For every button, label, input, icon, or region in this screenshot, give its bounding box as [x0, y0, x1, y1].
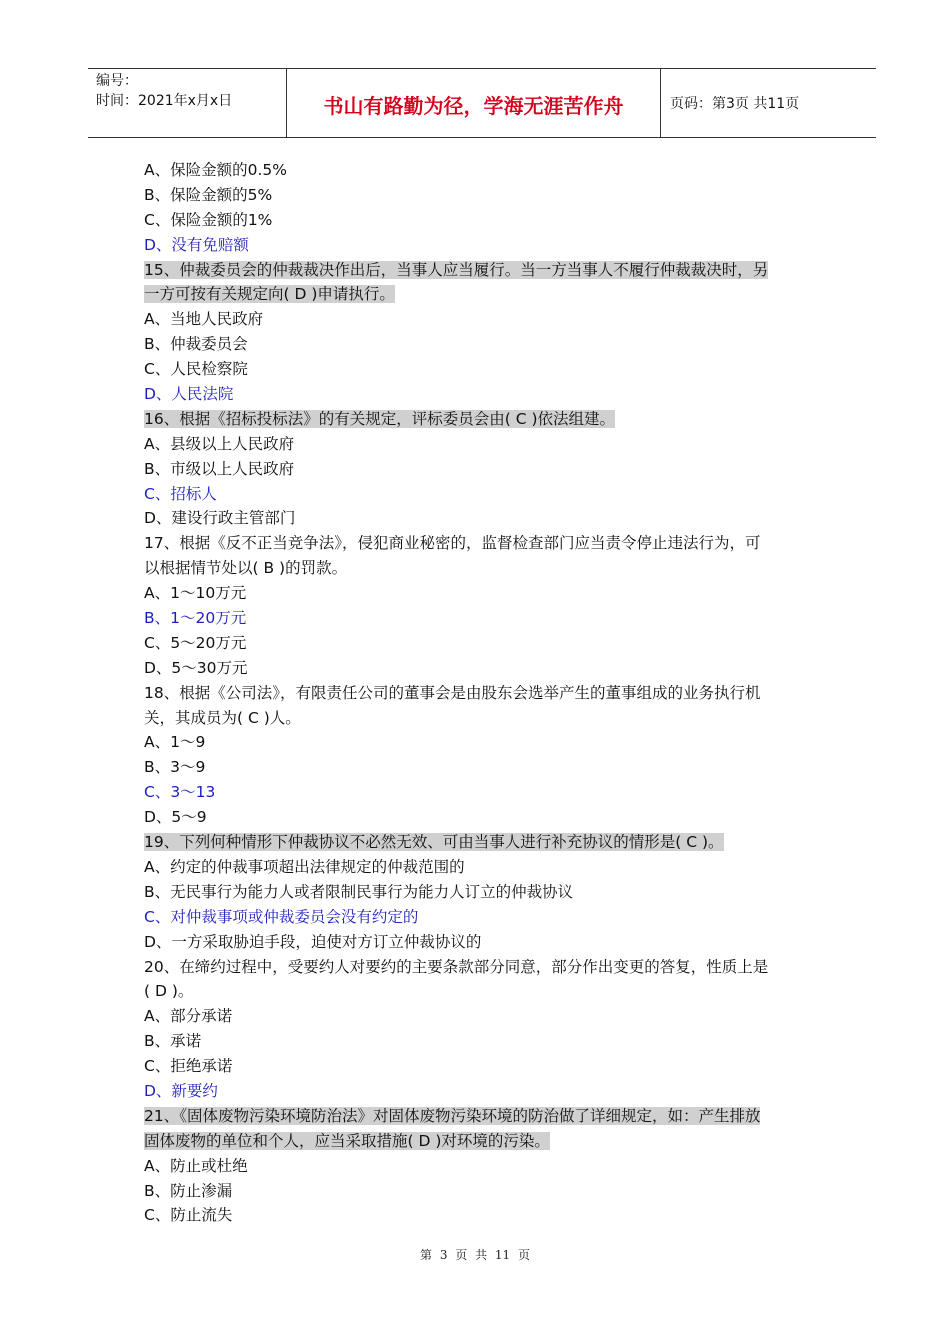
text-line — [144, 282, 824, 307]
line-text: 21、《固体废物污染环境防治法》对固体废物污染环境的防治做了详细规定，如：产生排放 — [144, 1106, 761, 1125]
line-text: C、拒绝承诺 — [144, 1057, 233, 1076]
text-line — [144, 183, 824, 208]
text-line — [144, 1029, 824, 1054]
text-line — [144, 855, 824, 880]
text-line — [144, 208, 824, 233]
line-text: D、建设行政主管部门 — [144, 509, 296, 528]
answer-option-line — [144, 482, 824, 507]
line-text: C、人民检察院 — [144, 360, 248, 379]
text-line — [144, 457, 824, 482]
page-footer: 第 3 页 共 11 页 — [420, 1248, 530, 1262]
text-line — [144, 930, 824, 955]
line-text: C、保险金额的1% — [144, 210, 273, 229]
header-motto: 书山有路勤为径，学海无涯苦作舟 — [323, 94, 624, 118]
text-line — [144, 1104, 824, 1129]
text-line — [144, 556, 824, 581]
line-text: C、3～13 — [144, 783, 216, 802]
text-line — [144, 706, 824, 731]
question-list — [144, 158, 824, 1228]
code-label: 编号： — [96, 73, 138, 89]
text-line — [144, 1203, 824, 1228]
text-line — [144, 158, 824, 183]
header-meta — [96, 71, 232, 111]
text-line — [144, 631, 824, 656]
line-text: B、市级以上人民政府 — [144, 459, 295, 478]
line-text: B、防止渗漏 — [144, 1181, 233, 1200]
line-text: D、一方采取胁迫手段，迫使对方订立仲裁协议的 — [144, 932, 482, 951]
line-text: D、新要约 — [144, 1081, 218, 1100]
line-text: B、保险金额的5% — [144, 185, 273, 204]
line-text: A、部分承诺 — [144, 1007, 233, 1026]
line-text: A、保险金额的0.5% — [144, 161, 287, 179]
line-text: 18、根据《公司法》，有限责任公司的董事会是由股东会选举产生的董事组成的业务执行机 — [144, 683, 761, 702]
line-text: ( D )。 — [144, 982, 194, 1001]
text-line — [144, 805, 824, 830]
answer-option-line — [144, 905, 824, 930]
text-line — [144, 506, 824, 531]
line-text: B、承诺 — [144, 1032, 202, 1051]
line-text: 一方可按有关规定向( D )申请执行。 — [144, 285, 395, 304]
line-text: B、3～9 — [144, 758, 206, 777]
text-line — [144, 830, 824, 855]
answer-option-line — [144, 780, 824, 805]
line-text: 19、下列何种情形下仲裁协议不必然无效、可由当事人进行补充协议的情形是( C )。 — [144, 833, 724, 852]
text-line — [144, 681, 824, 706]
text-line — [144, 755, 824, 780]
text-line — [144, 357, 824, 382]
text-line — [144, 307, 824, 332]
line-text: A、当地人民政府 — [144, 310, 264, 329]
text-line — [144, 880, 824, 905]
text-line — [144, 1129, 824, 1154]
line-text: D、没有免赔额 — [144, 235, 249, 254]
line-text: 15、仲裁委员会的仲裁裁决作出后，当事人应当履行。当一方当事人不履行仲裁裁决时，另 — [144, 260, 769, 279]
text-line — [144, 432, 824, 457]
text-line — [144, 730, 824, 755]
page-header — [88, 68, 876, 138]
line-text: D、5～30万元 — [144, 658, 248, 677]
text-line — [144, 581, 824, 606]
text-line — [144, 1154, 824, 1179]
header-divider — [660, 69, 661, 137]
text-line — [144, 258, 824, 283]
line-text: C、对仲裁事项或仲裁委员会没有约定的 — [144, 907, 419, 926]
text-line — [144, 1004, 824, 1029]
answer-option-line — [144, 1079, 824, 1104]
text-line — [144, 332, 824, 357]
line-text: A、县级以上人民政府 — [144, 434, 295, 453]
text-line — [144, 1054, 824, 1079]
line-text: C、5～20万元 — [144, 633, 247, 652]
line-text: D、人民法院 — [144, 385, 234, 404]
line-text: B、1～20万元 — [144, 609, 247, 628]
answer-option-line — [144, 233, 824, 258]
text-line — [144, 955, 824, 980]
line-text: C、防止流失 — [144, 1206, 233, 1225]
answer-option-line — [144, 606, 824, 631]
line-text: C、招标人 — [144, 484, 217, 503]
text-line — [144, 407, 824, 432]
text-line — [144, 1179, 824, 1204]
text-line — [144, 979, 824, 1004]
line-text: 固体废物的单位和个人，应当采取措施( D )对环境的污染。 — [144, 1131, 550, 1150]
line-text: 以根据情节处以( B )的罚款。 — [144, 559, 348, 578]
line-text: 16、根据《招标投标法》的有关规定，评标委员会由( C )依法组建。 — [144, 409, 615, 428]
line-text: A、1～10万元 — [144, 584, 247, 603]
line-text: 关，其成员为( C )人。 — [144, 708, 301, 727]
text-line — [144, 656, 824, 681]
answer-option-line — [144, 382, 824, 407]
line-text: 20、在缔约过程中，受要约人对要约的主要条款部分同意，部分作出变更的答复，性质上是 — [144, 957, 769, 976]
line-text: 17、根据《反不正当竞争法》，侵犯商业秘密的，监督检查部门应当责令停止违法行为，可 — [144, 534, 761, 553]
line-text: D、5～9 — [144, 808, 207, 827]
line-text: A、防止或杜绝 — [144, 1156, 248, 1175]
line-text: A、1～9 — [144, 733, 206, 752]
header-page-number: 页码：第3页 共11页 — [670, 96, 800, 112]
line-text: B、仲裁委员会 — [144, 335, 248, 354]
text-line — [144, 531, 824, 556]
time-label: 时间：2021年x月x日 — [96, 93, 233, 109]
line-text: B、无民事行为能力人或者限制民事行为能力人订立的仲裁协议 — [144, 882, 574, 901]
line-text: A、约定的仲裁事项超出法律规定的仲裁范围的 — [144, 857, 465, 876]
